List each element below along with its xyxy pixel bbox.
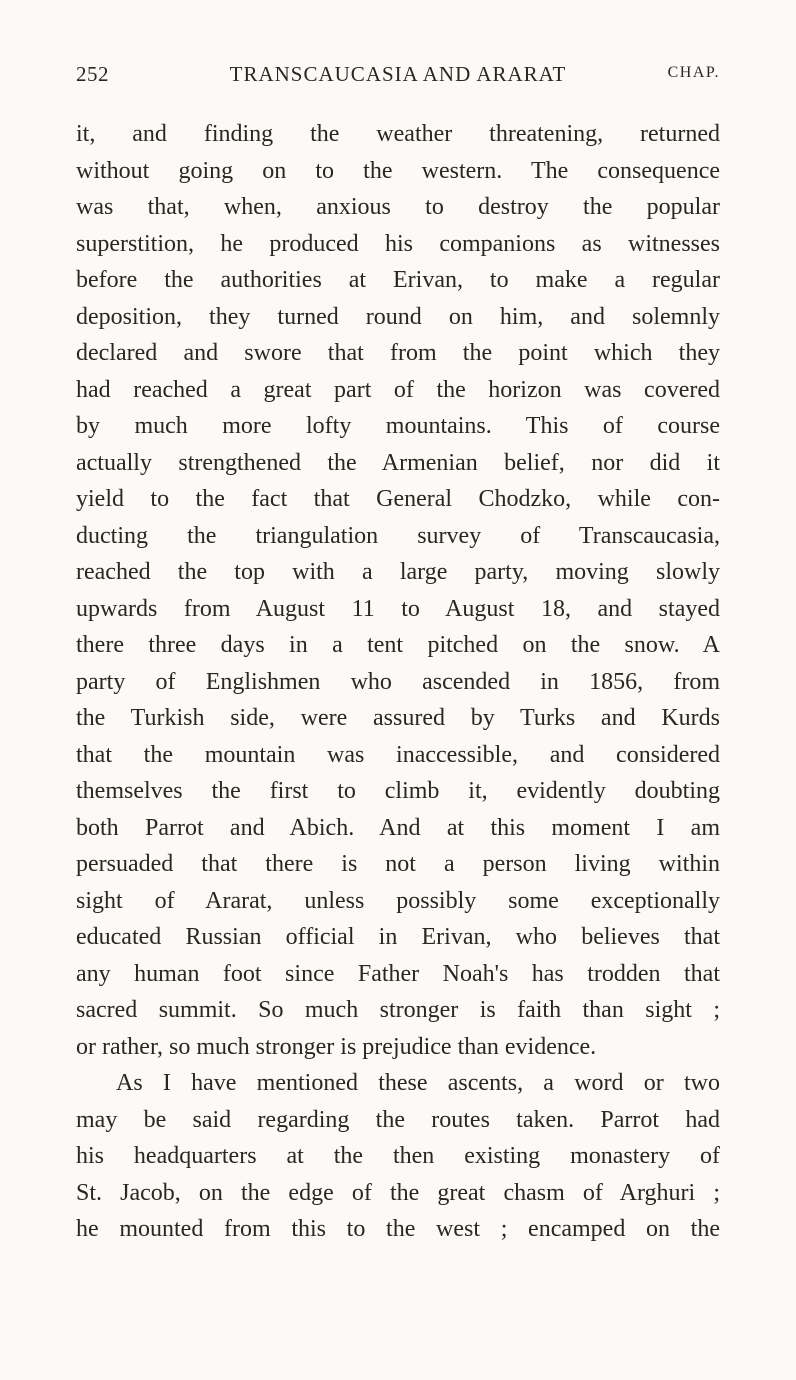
text-line: party of Englishmen who ascended in 1856, from — [76, 668, 720, 695]
text-line: reached the top with a large party, moving slowly — [76, 559, 720, 585]
text-line: sacred summit. So much stronger is faith than sight ; — [76, 997, 720, 1023]
text-line: actually strengthened the Armenian belief, nor did it — [76, 449, 720, 476]
text-line: declared and swore that from the point which they — [76, 340, 720, 366]
text-line: may be said regarding the routes taken. Parrot had — [76, 1106, 720, 1133]
text-line: by much more lofty mountains. This of course — [76, 413, 720, 439]
text-line: without going on to the western. The consequence — [76, 157, 720, 184]
text-line: before the authorities at Erivan, to make a regular — [76, 267, 720, 293]
text-line: educated Russian official in Erivan, who believes that — [76, 924, 720, 950]
text-line: themselves the first to climb it, evidently doubting — [76, 778, 720, 804]
text-line: any human foot since Father Noah's has trodden that — [76, 960, 720, 987]
text-line: superstition, he produced his companions as witnesses — [76, 230, 720, 257]
text-line: St. Jacob, on the edge of the great chasm of Arghuri ; — [76, 1179, 720, 1206]
text-line: deposition, they turned round on him, and solemnly — [76, 303, 720, 330]
paragraph-start-line: As I have mentioned these ascents, a word or two — [116, 1070, 720, 1096]
paragraph-end-line: or rather, so much stronger is prejudice than evidence. — [76, 1033, 597, 1060]
text-line: ducting the triangulation survey of Transcaucasia, — [76, 522, 720, 549]
text-line: the Turkish side, were assured by Turks and Kurds — [76, 705, 720, 731]
page-number: 252 — [76, 62, 109, 86]
text-line: had reached a great part of the horizon was covered — [76, 376, 720, 403]
text-line: yield to the fact that General Chodzko, while con- — [76, 486, 720, 512]
text-line: his headquarters at the then existing monastery of — [76, 1143, 720, 1169]
text-line: sight of Ararat, unless possibly some exceptionally — [76, 887, 720, 914]
text-line: persuaded that there is not a person living within — [76, 851, 720, 877]
text-line: there three days in a tent pitched on the snow. A — [76, 632, 720, 658]
body-text — [76, 116, 720, 1248]
chapter-label: CHAP. — [667, 64, 720, 81]
running-title: TRANSCAUCASIA AND ARARAT — [229, 62, 567, 86]
text-line: it, and finding the weather threatening, returned — [76, 121, 720, 147]
text-line: was that, when, anxious to destroy the popular — [76, 194, 720, 220]
running-head — [76, 62, 720, 92]
text-line: both Parrot and Abich. And at this moment I am — [76, 814, 720, 841]
text-line: upwards from August 11 to August 18, and stayed — [76, 595, 720, 622]
text-line: that the mountain was inaccessible, and considered — [76, 741, 720, 768]
text-line: he mounted from this to the west ; encamped on the — [76, 1216, 720, 1242]
